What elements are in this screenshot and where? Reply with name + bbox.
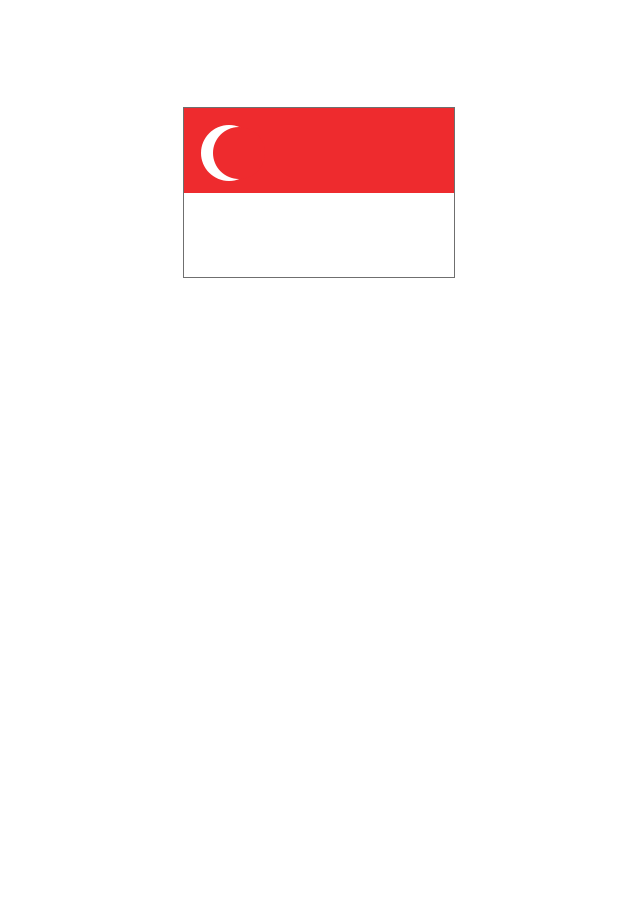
singapore-flag-image: [183, 107, 455, 278]
singapore-flag-icon: [184, 108, 454, 277]
